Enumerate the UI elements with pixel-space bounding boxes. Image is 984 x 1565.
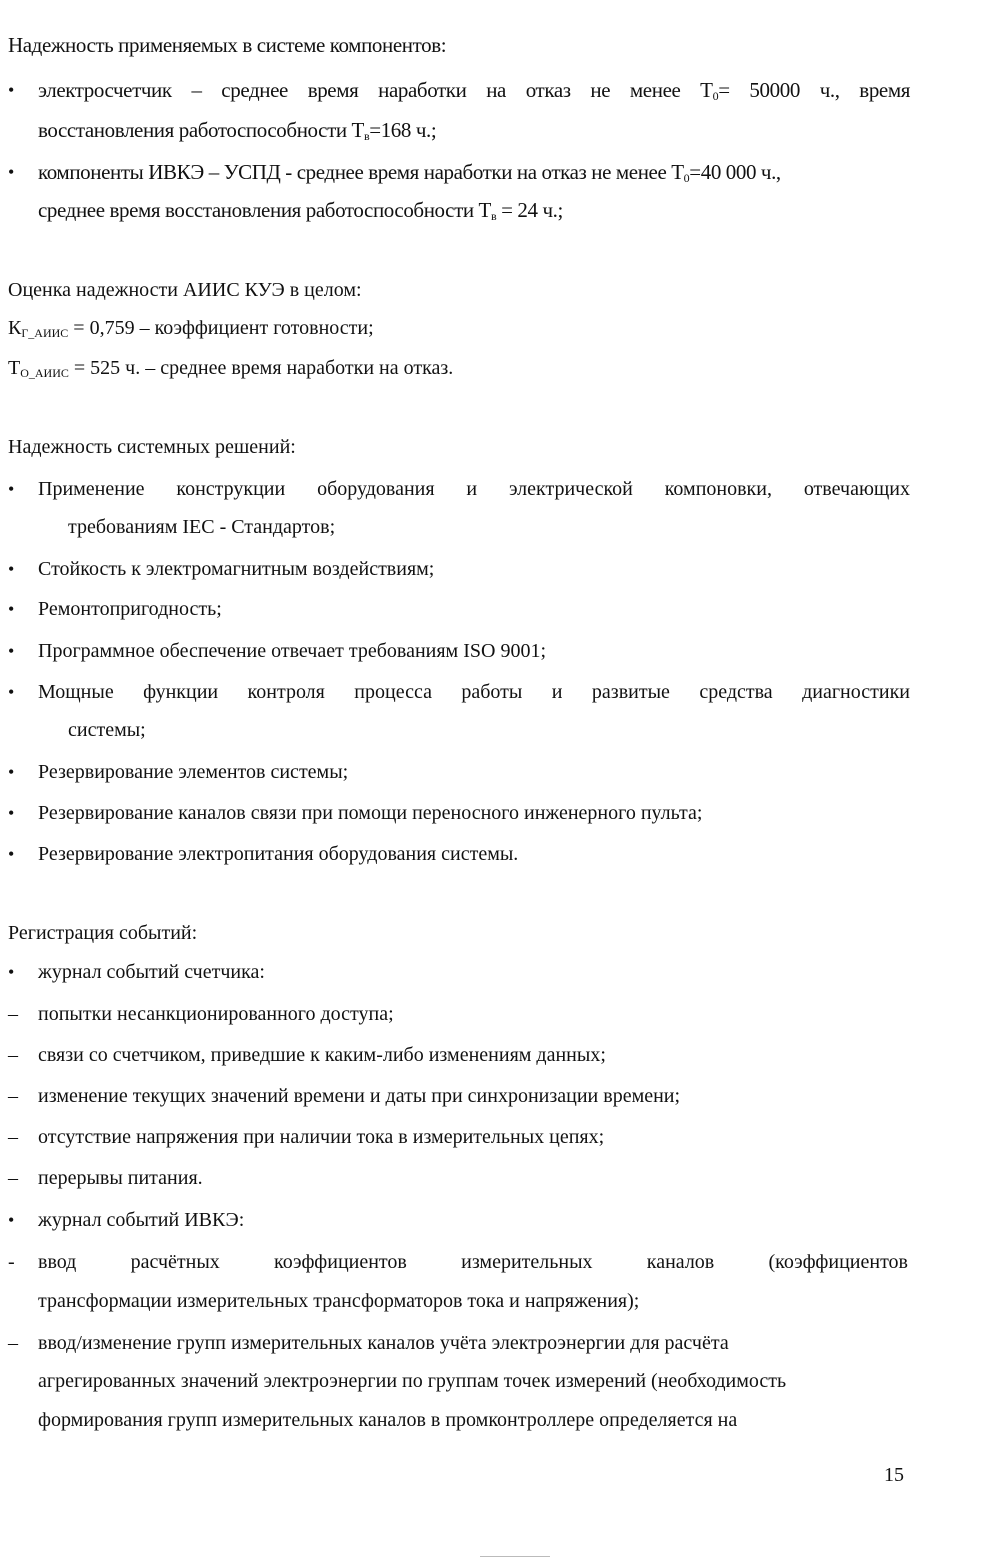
bullet-icon: • [8,762,15,782]
bullet-icon: • [8,844,15,864]
list-item: Стойкость к электромагнитным воздействиям; [38,558,435,580]
list-item: ввод расчётных коэффициентов измерительных каналов (коэффициентов [38,1251,908,1273]
bullet-icon: • [8,641,15,661]
list-item: журнал событий счетчика: [38,961,265,983]
list-item: компоненты ИВКЭ – УСПД - среднее время наработки на отказ не менее $Т_0=40$ 000 ч., [38,160,781,185]
section-heading-system-solutions: Надежность системных решений: [8,436,296,458]
list-item: связи со счетчиком, приведшие к каким-либо изменениям данных; [38,1044,606,1066]
section-heading-components: Надежность применяемых в системе компонентов: [8,33,447,57]
list-item: Применение конструкции оборудования и электрической компоновки, отвечающих [38,478,910,500]
list-item-continuation: восстановления работоспособности $Т_в=168$ ч.; [38,118,437,143]
dash-icon: – [8,1126,18,1148]
list-item: Программное обеспечение отвечает требованиям ISO 9001; [38,640,546,662]
dash-icon: – [8,1044,18,1066]
dash-icon: – [8,1332,18,1354]
list-item-continuation: агрегированных значений электроэнергии по группам точек измерений (необходимость [38,1370,787,1392]
list-item: перерывы питания. [38,1167,203,1189]
bullet-icon: • [8,559,15,579]
bullet-icon: • [8,803,15,823]
section-heading-event-log: Регистрация событий: [8,922,198,944]
mean-time-to-failure: $Т_{О\_АИИС} = 525$ ч. – среднее время наработки на отказ. [8,357,454,380]
list-item: Ремонтопригодность; [38,598,222,620]
list-item: отсутствие напряжения при наличии тока в измерительных цепях; [38,1126,605,1148]
dash-icon: – [8,1003,18,1025]
list-item-continuation: требованиям IEC - Стандартов; [68,516,336,538]
list-item: журнал событий ИВКЭ: [38,1209,245,1231]
bullet-icon: • [8,80,15,100]
list-item: электросчетчик – среднее время наработки на отказ не менее $Т_0= 50000$ ч., время [38,78,910,103]
list-item: Мощные функции контроля процесса работы и развитые средства диагностики [38,681,910,703]
section-heading-reliability: Оценка надежности АИИС КУЭ в целом: [8,279,362,301]
list-item-continuation: системы; [68,719,146,741]
hyphen-icon: - [8,1251,15,1273]
list-item: изменение текущих значений времени и даты при синхронизации времени; [38,1085,681,1107]
list-item: Резервирование каналов связи при помощи переносного инженерного пульта; [38,802,703,824]
bullet-icon: • [8,682,15,702]
list-item: Резервирование электропитания оборудования системы. [38,843,519,865]
bullet-icon: • [8,962,15,982]
bullet-icon: • [8,1210,15,1230]
list-item: попытки несанкционированного доступа; [38,1003,394,1025]
availability-coefficient: $К_{Г\_АИИС} = 0,759$ – коэффициент готовности; [8,317,374,340]
list-item-continuation: среднее время восстановления работоспособности $Т_в = 24$ ч.; [38,198,563,223]
bullet-icon: • [8,479,15,499]
list-item-continuation: трансформации измерительных трансформаторов тока и напряжения); [38,1290,640,1312]
footer-divider [480,1556,550,1557]
dash-icon: – [8,1167,18,1189]
list-item-continuation: формирования групп измерительных каналов в промконтроллере определяется на [38,1409,738,1431]
page-number: 15 [884,1464,904,1486]
bullet-icon: • [8,599,15,619]
dash-icon: – [8,1085,18,1107]
list-item: Резервирование элементов системы; [38,761,349,783]
list-item: ввод/изменение групп измерительных каналов учёта электроэнергии для расчёта [38,1332,729,1354]
bullet-icon: • [8,162,15,182]
